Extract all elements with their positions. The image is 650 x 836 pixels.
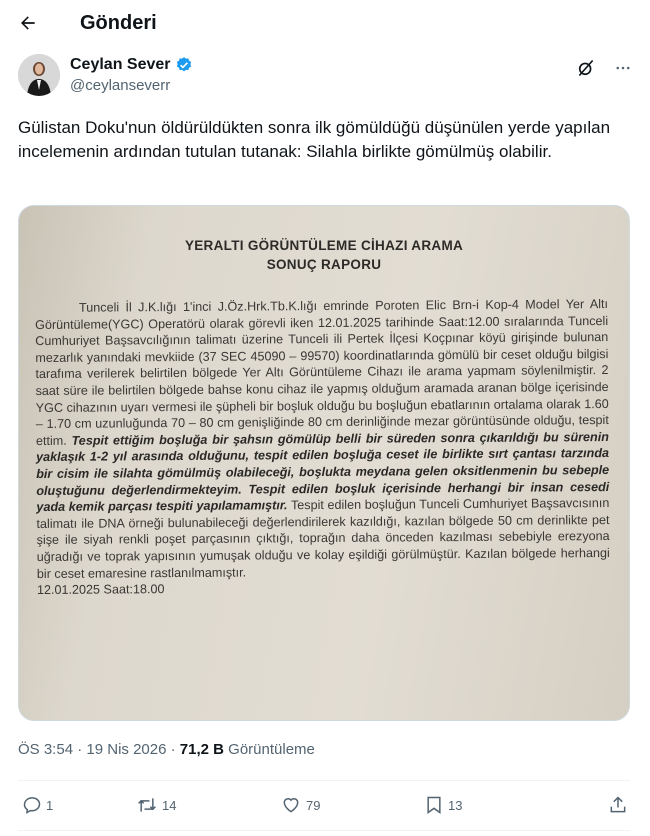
tweet-meta: ÖS 3:54 · 19 Nis 2026 · 71,2 B Görüntüleme: [18, 741, 315, 758]
document-text-normal: Tunceli İl J.K.lığı 1'inci J.Öz.Hrk.Tb.K.lığı emrinde Poroten Elic Brn-i Kop-4 Model Yer Altı Görüntüleme(YGC) Operatörü olarak görevli iken 12.01.2025 tarihinde Saat:12.00 sıralarında Tunceli Cumhuriyet Başsavcılığının talimatı üzerine Tunceli ili Pertek İlçesi Koçpınar köyü girişinde bulunan mezarlık yanındaki mevkiide (37 SEC 45090 – 99570) koordinatlarında gömülü bir ceset olduğu bilgisi tarafıma verilerek belirtilen bölgede Yer Altı Görüntüleme Cihazı ile arama yapmam söylenilmiştir. 2 saat süre ile belirtilen bölgede bahse konu cihaz ile yapmış olduğum aramada aranan bölge içerisinde YGC cihazının uyarı vermesi ile şüpheli bir boşluk olduğu bu boşluğun ebatlarının ortalama olarak 1.60 – 1.70 cm uzunluğunda 70 – 80 cm genişliğinde 80 cm derinliğinde mezar görüntüsünde olduğu, tespit ettim.: [35, 297, 609, 448]
reply-icon: [22, 795, 42, 815]
avatar[interactable]: [18, 54, 60, 96]
document-body: [35, 296, 610, 599]
bookmark-count: 13: [448, 797, 463, 813]
page-title: Gönderi: [80, 11, 157, 34]
reply-count: 1: [46, 797, 54, 813]
share-icon: [608, 794, 628, 816]
repost-icon: [136, 795, 158, 815]
like-button[interactable]: [280, 795, 424, 815]
views-label: Görüntüleme: [228, 741, 315, 758]
author-handle[interactable]: @ceylanseverr: [70, 77, 171, 94]
reply-button[interactable]: [22, 795, 136, 815]
tweet-time[interactable]: ÖS 3:54: [18, 741, 74, 758]
bookmark-icon: [424, 794, 444, 816]
views-count: 71,2 B: [179, 741, 224, 758]
grok-icon[interactable]: [576, 58, 596, 78]
back-button[interactable]: [16, 11, 40, 35]
repost-button[interactable]: [136, 795, 280, 815]
like-count: 79: [306, 797, 321, 813]
share-button[interactable]: [608, 794, 628, 816]
document-title: YERALTI GÖRÜNTÜLEME CİHAZI ARAMA SONUÇ RAPORU: [184, 238, 464, 272]
tweet-date[interactable]: 19 Nis 2026: [86, 741, 167, 758]
document-text-emphasis: Tespit ettiğim boşluğa bir şahsın gömülüp belli bir süreden sonra çıkarıldığı bu sürenin yaklaşık 1-2 yıl arasında olduğunu, tespit edilen boşluğa ceset ile birlikte sırt çantası tarzında bir cisim ile silahta gömülmüş olabileceği, boşlukta meydana gelen oksitlenmenin bu sebeple oluştuğunu değerlendirmekteyim. Tespit edilen boşluk içerisinde herhangi bir insan cesedi yada kemik parçası tespiti yapılamamıştır.: [36, 429, 610, 515]
heart-icon: [280, 795, 302, 815]
arrow-left-icon: [18, 13, 38, 33]
bookmark-button[interactable]: [424, 794, 568, 816]
tweet-text: Gülistan Doku'nun öldürüldükten sonra ilk gömüldüğü düşünülen yerde yapılan incelemenin ardından tutulan tutanak: Silahla birlikte gömülmüş olabilir.: [18, 118, 611, 161]
more-options-icon[interactable]: [614, 59, 632, 77]
action-bar: [22, 794, 628, 816]
verified-badge-icon: [175, 56, 193, 74]
document-text-normal-end: Tespit edilen boşluğun Tunceli Cumhuriyet Başsavcısının talimatı ile DNA örneği bulunabileceği değerlendirilerek kazıldığı, kazılan bölgede 50 cm derinlikte pet şişe ile siyah renkli poşet parçasının çıktığı, toprağın daha önceden kazılması sebebiyle erezyona uğradığı ve toprak yapısının yumuşak olduğu ve kolay eşildiği görülmüştür. Kazılan bölgede herhangi bir ceset emaresine rastlanılmamıştır.: [36, 496, 610, 581]
tweet-author: [18, 54, 632, 100]
document-date: 12.01.2025 Saat:18.00: [36, 582, 165, 598]
tweet-photo-document[interactable]: [18, 205, 630, 721]
author-name[interactable]: Ceylan Sever: [70, 56, 171, 73]
divider: [18, 830, 630, 831]
top-bar: [0, 0, 650, 46]
divider: [18, 780, 630, 781]
repost-count: 14: [162, 797, 177, 813]
